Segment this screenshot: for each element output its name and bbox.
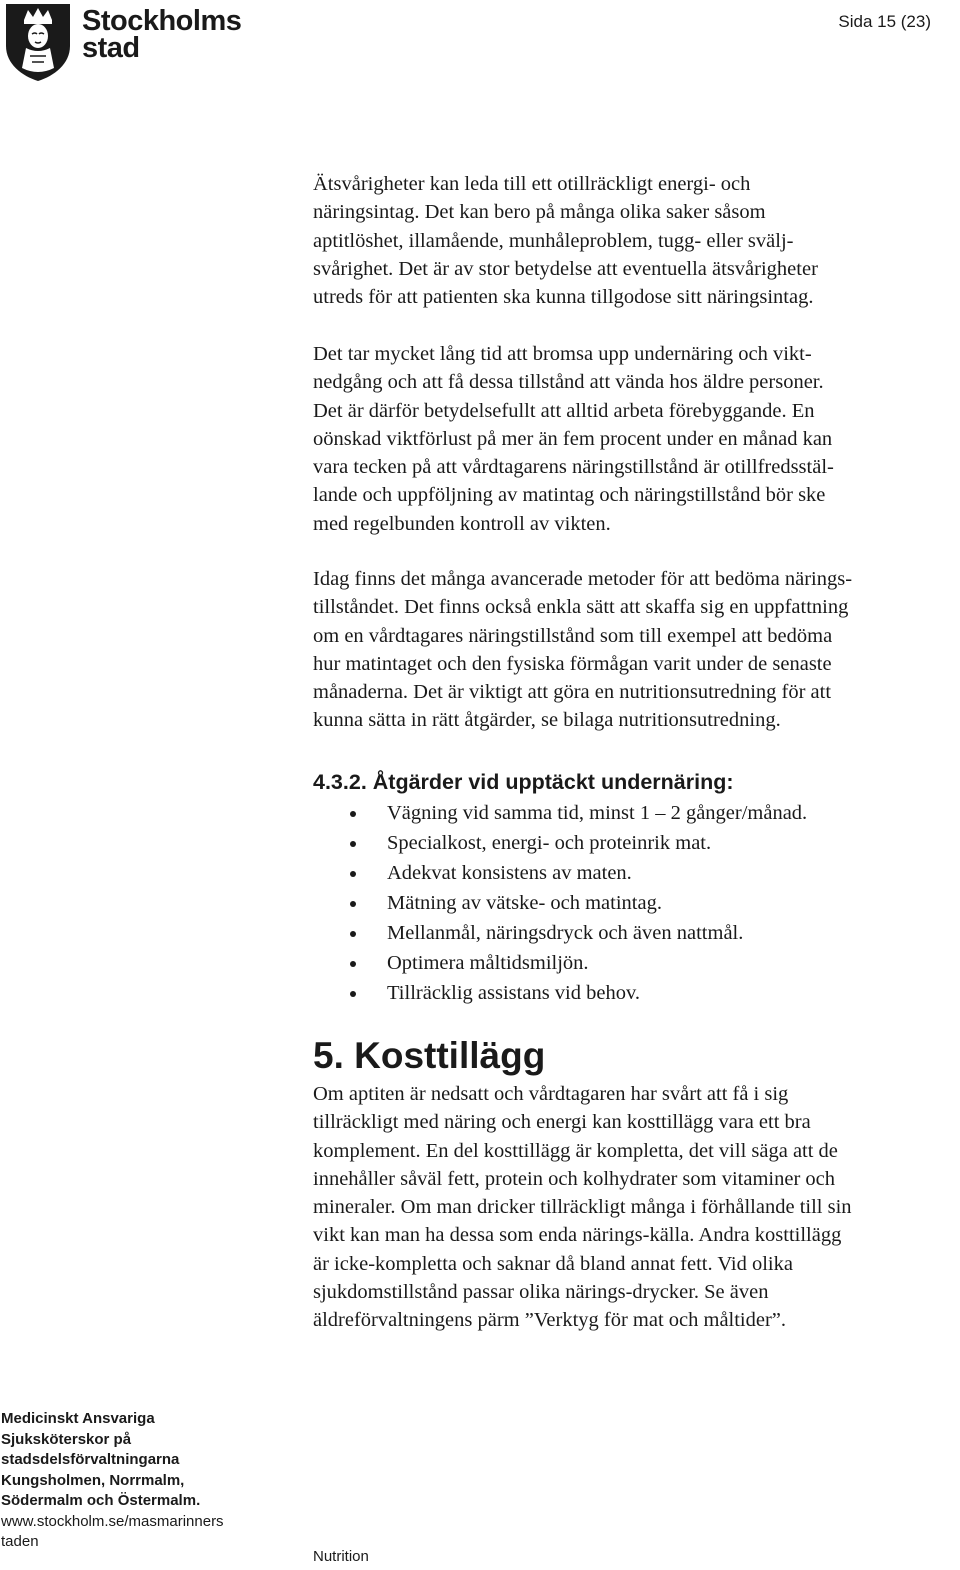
list-item: [313, 828, 807, 858]
text-line: är icke-kompletta och saknar då bland annat fett. Vid olika: [313, 1252, 793, 1275]
bullet-icon: [350, 811, 356, 817]
list-item-text: Mellanmål, näringsdryck och även nattmål.: [387, 922, 744, 944]
text-line: vikt kan man ha dessa som enda närings-källa. Andra kosttillägg: [313, 1224, 842, 1247]
text-line: tillståndet. Det finns också enkla sätt att skaffa sig en uppfattning: [313, 596, 849, 619]
text-line: mineraler. Om man dricker tillräckligt många i förhållande till sin: [313, 1196, 852, 1219]
footer-org-line: Södermalm och Östermalm.: [1, 1492, 201, 1509]
text-line: om en vårdtagares näringstillstånd som till exempel att bedöma: [313, 624, 833, 647]
footer-organization: [1, 1409, 251, 1553]
text-line: kunna sätta in rätt åtgärder, se bilaga nutritionsutredning.: [313, 709, 781, 732]
footer-url-line[interactable]: www.stockholm.se/masmarinners: [1, 1512, 224, 1530]
bullet-icon: [350, 931, 356, 937]
bullet-icon: [350, 991, 356, 997]
footer-section-label: Nutrition: [313, 1548, 369, 1565]
list-item-text: Specialkost, energi- och proteinrik mat.: [387, 832, 712, 854]
list-item-text: Tillräcklig assistans vid behov.: [387, 982, 641, 1004]
logo-line-2: stad: [82, 32, 140, 64]
paragraph-assessment-methods: [313, 565, 960, 735]
text-line: svårighet. Det är av stor betydelse att eventuella ätsvårigheter: [313, 257, 818, 280]
text-line: Ätsvårigheter kan leda till ett otillräckligt energi- och: [313, 173, 751, 195]
logo-wordmark: [82, 5, 242, 64]
paragraph-supplements: [313, 1080, 960, 1335]
text-line: med regelbunden kontroll av vikten.: [313, 512, 611, 535]
coat-of-arms-icon: [4, 2, 72, 82]
list-item-text: Optimera måltidsmiljön.: [387, 952, 589, 974]
list-item-text: Mätning av vätske- och matintag.: [387, 892, 662, 914]
text-line: oönskad viktförlust på mer än fem procent under en månad kan: [313, 427, 833, 450]
paragraph-eating-difficulties: [313, 170, 953, 311]
text-line: Det är därför betydelsefullt att alltid arbeta förebyggande. En: [313, 399, 815, 422]
measures-list: [313, 798, 807, 1008]
footer-url-line[interactable]: taden: [1, 1533, 39, 1550]
text-line: tillräckligt med näring och energi kan kosttillägg vara ett bra: [313, 1111, 811, 1134]
text-line: nedgång och att få dessa tillstånd att vända hos äldre personer.: [313, 371, 824, 394]
footer-org-line: Medicinskt Ansvariga: [1, 1410, 155, 1427]
list-item: [313, 948, 807, 978]
bullet-icon: [350, 961, 356, 967]
text-line: utreds för att patienten ska kunna tillgodose sitt näringsintag.: [313, 286, 814, 309]
text-line: hur matintaget och den fysiska förmågan varit under de senaste: [313, 652, 832, 675]
text-line: vara tecken på att vårdtagarens näringstillstånd är otillfredsstäl-: [313, 456, 834, 479]
text-line: Det tar mycket lång tid att bromsa upp undernäring och vikt-: [313, 343, 812, 365]
page-number: Sida 15 (23): [838, 12, 931, 31]
bullet-icon: [350, 901, 356, 907]
text-line: näringsintag. Det kan bero på många olika saker såsom: [313, 201, 766, 224]
list-item-text: Vägning vid samma tid, minst 1 – 2 gånger/månad.: [387, 802, 808, 824]
list-item: [313, 858, 807, 888]
paragraph-weight-loss: [313, 340, 953, 538]
text-line: äldreförvaltningens pärm ”Verktyg för mat och måltider”.: [313, 1309, 787, 1332]
text-line: månaderna. Det är viktigt att göra en nutritionsutredning för att: [313, 681, 832, 704]
list-item-text: Adekvat konsistens av maten.: [387, 862, 632, 884]
text-line: Om aptiten är nedsatt och vårdtagaren har svårt att få i sig: [313, 1083, 789, 1105]
footer-org-line: stadsdelsförvaltningarna: [1, 1451, 180, 1468]
bullet-icon: [350, 841, 356, 847]
stockholms-stad-logo: [4, 2, 244, 84]
list-item: [313, 978, 807, 1008]
text-line: komplement. En del kosttillägg är kompletta, det vill säga att de: [313, 1139, 838, 1162]
text-line: aptitlöshet, illamående, munhåleproblem, tugg- eller svälj-: [313, 229, 794, 252]
list-item: [313, 798, 807, 828]
section-heading-5: 5. Kosttillägg: [313, 1035, 546, 1076]
section-heading-4-3-2: 4.3.2. Åtgärder vid upptäckt undernäring:: [313, 770, 734, 794]
text-line: Idag finns det många avancerade metoder för att bedöma närings-: [313, 568, 853, 590]
footer-org-line: Kungsholmen, Norrmalm,: [1, 1471, 185, 1489]
logo-line-1: Stockholms: [82, 5, 242, 37]
text-line: lande och uppföljning av matintag och näringstillstånd bör ske: [313, 484, 826, 507]
text-line: innehåller såväl fett, protein och kolhydrater som vitaminer och: [313, 1167, 836, 1190]
text-line: sjukdomstillstånd passar olika närings-drycker. Se även: [313, 1281, 769, 1304]
list-item: [313, 888, 807, 918]
bullet-icon: [350, 871, 356, 877]
list-item: [313, 918, 807, 948]
footer-org-line: Sjuksköterskor på: [1, 1430, 132, 1448]
